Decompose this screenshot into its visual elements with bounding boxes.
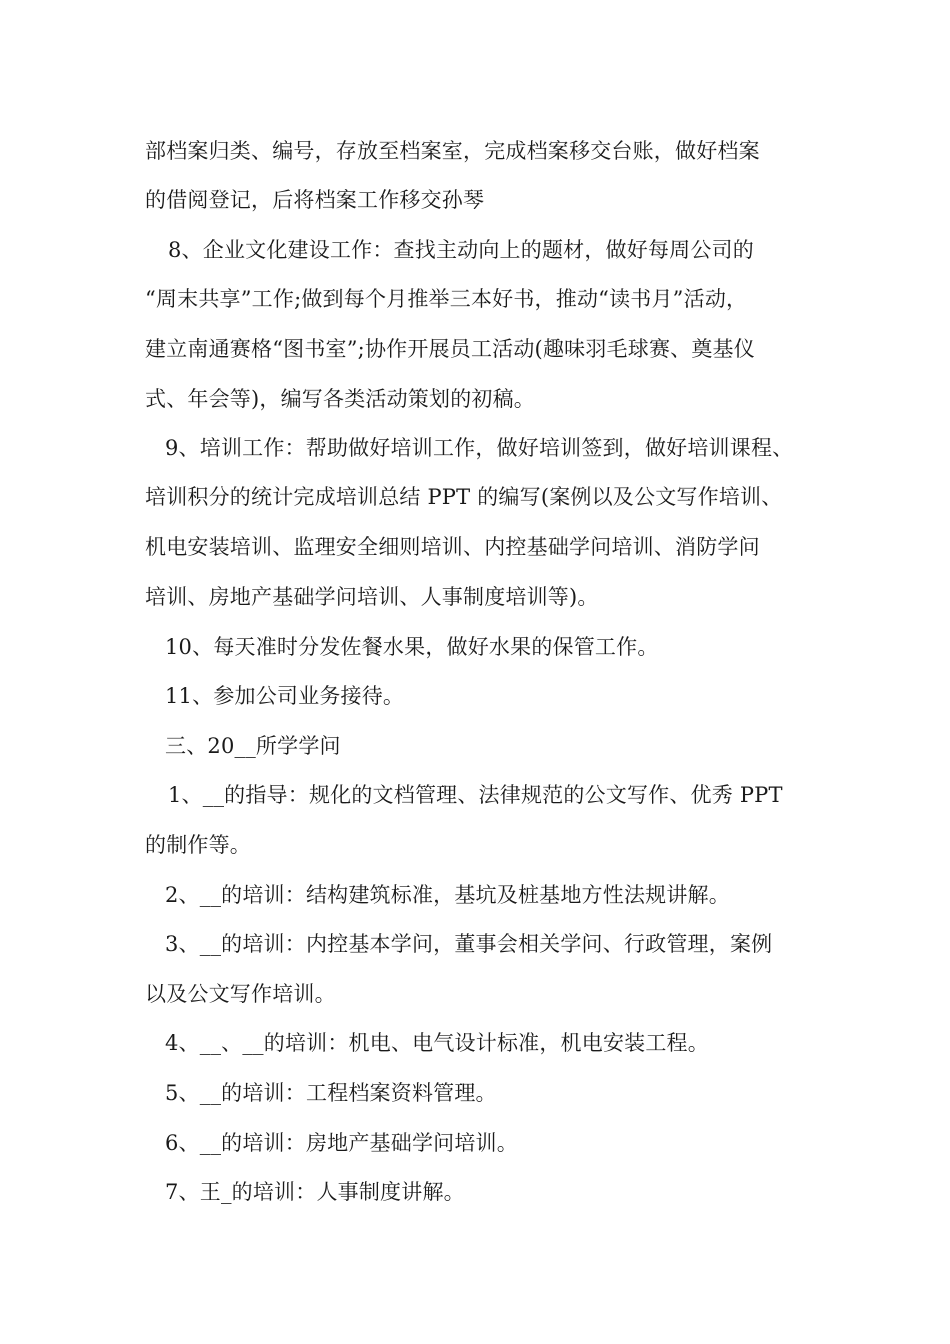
text-line: 培训、房地产基础学问培训、人事制度培训等)。 bbox=[145, 585, 599, 609]
text-line: 建立南通赛格“图书室”;协作开展员工活动(趣味羽毛球赛、奠基仪 bbox=[145, 337, 755, 361]
text-line: 10、每天准时分发佐餐水果，做好水果的保管工作。 bbox=[165, 635, 659, 659]
text-line: 以及公文写作培训。 bbox=[145, 982, 336, 1006]
text-line: 2、__的培训：结构建筑标准，基坑及桩基地方性法规讲解。 bbox=[165, 883, 730, 907]
text-line: 1、__的指导：规化的文档管理、法律规范的公文写作、优秀 PPT bbox=[168, 783, 783, 807]
text-line: 9、培训工作：帮助做好培训工作，做好培训签到，做好培训课程、 bbox=[165, 436, 794, 460]
text-line: 7、王_的培训：人事制度讲解。 bbox=[165, 1180, 465, 1204]
text-line: 部档案归类、编号，存放至档案室，完成档案移交台账，做好档案 bbox=[145, 139, 760, 163]
text-line: 11、参加公司业务接待。 bbox=[165, 684, 405, 708]
text-line: 的制作等。 bbox=[145, 833, 251, 857]
text-line: 的借阅登记，后将档案工作移交孙琴 bbox=[145, 188, 485, 212]
text-line: 3、__的培训：内控基本学问，董事会相关学问、行政管理，案例 bbox=[165, 932, 773, 956]
text-line: 培训积分的统计完成培训总结 PPT 的编写(案例以及公文写作培训、 bbox=[145, 485, 783, 509]
text-line: 8、企业文化建设工作：查找主动向上的题材，做好每周公司的 bbox=[168, 238, 754, 262]
text-line: 5、__的培训：工程档案资料管理。 bbox=[165, 1081, 497, 1105]
text-line: “周末共享”工作;做到每个月推举三本好书，推动“读书月”活动， bbox=[145, 287, 748, 311]
text-line: 6、__的培训：房地产基础学问培训。 bbox=[165, 1131, 518, 1155]
text-line: 式、年会等)，编写各类活动策划的初稿。 bbox=[145, 387, 535, 411]
text-line: 机电安装培训、监理安全细则培训、内控基础学问培训、消防学问 bbox=[145, 535, 760, 559]
text-line: 4、__、__的培训：机电、电气设计标准，机电安装工程。 bbox=[165, 1031, 709, 1055]
section-heading: 三、20__所学学问 bbox=[165, 734, 341, 758]
